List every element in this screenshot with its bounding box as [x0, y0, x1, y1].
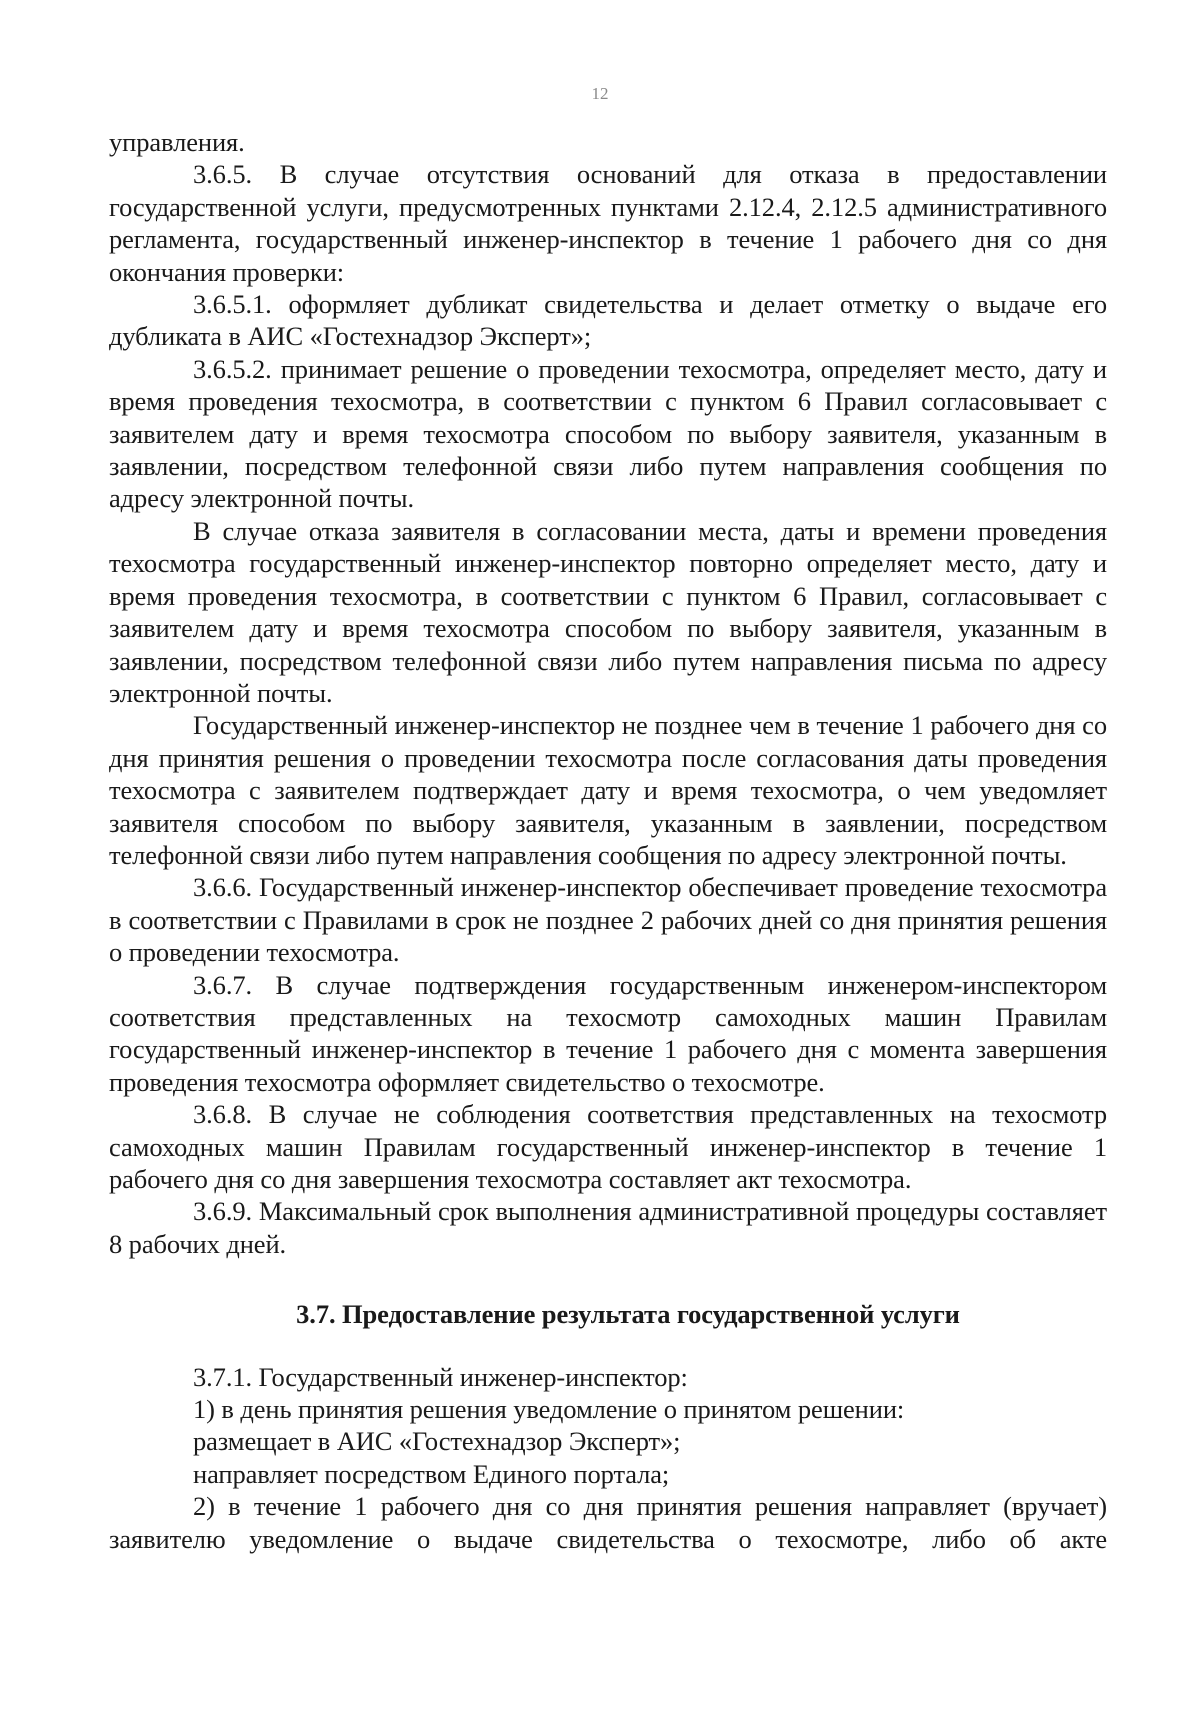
paragraph-3-6-6: 3.6.6. Государственный инженер-инспектор обеспечивает проведение техосмотра в соответствии с Правилами в срок не позднее 2 рабочих дней со дня принятия решения о проведении техосмотра.	[109, 872, 1107, 968]
section-heading-3-7: 3.7. Предоставление результата государственной услуги	[296, 1299, 960, 1330]
paragraph-3-6-5-1: 3.6.5.1. оформляет дубликат свидетельства и делает отметку о выдаче его дубликата в АИС «Гостехнадзор Эксперт»;	[109, 289, 1107, 352]
paragraph-3-7-1: 3.7.1. Государственный инженер-инспектор:	[193, 1361, 688, 1392]
paragraph-3-6-5-2: 3.6.5.2. принимает решение о проведении техосмотра, определяет место, дату и время проведения техосмотра, в соответствии с пунктом 6 Правил согласовывает с заявителем дату и время техосмотра способом по выбору заявителя, указанным в заявлении, посредством телефонной связи либо путем направления сообщения по адресу электронной почты.	[109, 353, 1107, 514]
paragraph-refusal-case: В случае отказа заявителя в согласовании места, даты и времени проведения техосмотра государственный инженер-инспектор повторно определяет место, дату и время проведения техосмотра, в соответствии с пунктом 6 Правил, согласовывает с заявителем дату и время техосмотра способом по выбору заявителя, указанным в заявлении, посредством телефонной связи либо путем направления письма по адресу электронной почты.	[109, 515, 1107, 708]
paragraph-inspector-confirmation: Государственный инженер-инспектор не позднее чем в течение 1 рабочего дня со дня принятия решения о проведении техосмотра после согласования даты проведения техосмотра с заявителем подтверждает дату и время техосмотра, о чем уведомляет заявителя способом по выбору заявителя, указанным в заявлении, посредством телефонной связи либо путем направления сообщения по адресу электронной почты.	[109, 710, 1107, 870]
paragraph-continuation: управления.	[109, 127, 245, 157]
paragraph-3-6-5: 3.6.5. В случае отсутствия оснований для отказа в предоставлении государственной услуги, предусмотренных пунктами 2.12.4, 2.12.5 административного регламента, государственный инженер-инспектор в течение 1 рабочего дня со дня окончания проверки:	[109, 159, 1107, 287]
document-body	[109, 126, 1107, 1555]
paragraph-item-1-portal: направляет посредством Единого портала;	[193, 1458, 670, 1489]
page-number: 12	[591, 84, 609, 103]
paragraph-3-6-8: 3.6.8. В случае не соблюдения соответствия представленных на техосмотр самоходных машин Правилам государственный инженер-инспектор в течение 1 рабочего дня со дня завершения техосмотра составляет акт техосмотра.	[109, 1099, 1107, 1194]
paragraph-item-1-ais: размещает в АИС «Гостехнадзор Эксперт»;	[193, 1426, 681, 1457]
paragraph-3-6-7: 3.6.7. В случае подтверждения государственным инженером-инспектором соответствия представленных на техосмотр самоходных машин Правилам государственный инженер-инспектор в течение 1 рабочего дня с момента завершения проведения техосмотра оформляет свидетельство о техосмотре.	[109, 969, 1107, 1097]
paragraph-item-1: 1) в день принятия решения уведомление о принятом решении:	[193, 1394, 905, 1425]
paragraph-item-2: 2) в течение 1 рабочего дня со дня принятия решения направляет (вручает) заявителю уведомление о выдаче свидетельства о техосмотре, либо об акте	[109, 1491, 1107, 1554]
paragraph-3-6-9: 3.6.9. Максимальный срок выполнения административной процедуры составляет 8 рабочих дней.	[109, 1196, 1107, 1259]
